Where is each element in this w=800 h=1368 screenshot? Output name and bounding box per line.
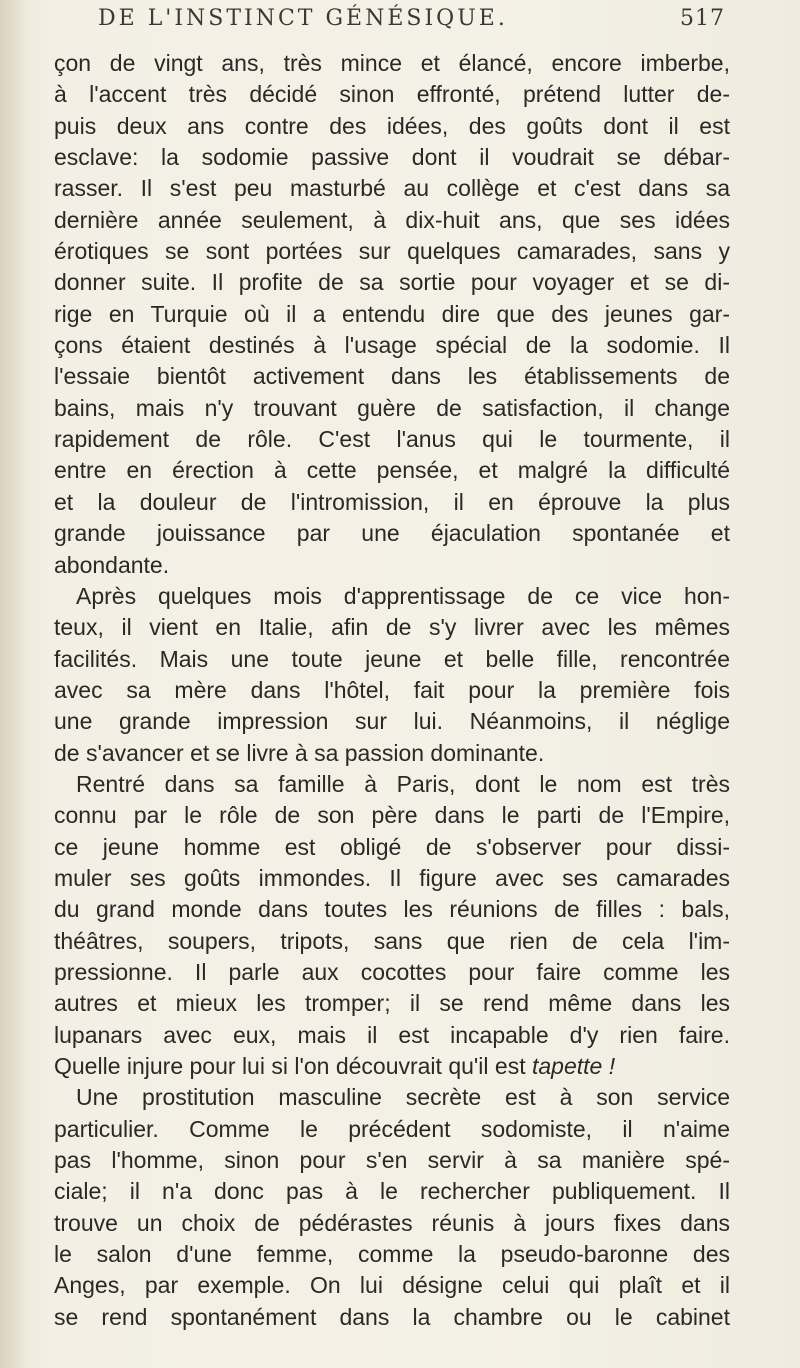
text-line: de s'avancer et se livre à sa passion dominante. (54, 739, 545, 766)
text-line: puis deux ans contre des idées, des goûts dont il est (54, 112, 730, 139)
text-line: esclave: la sodomie passive dont il voudrait se débar- (54, 144, 730, 171)
text-line-with-italic (54, 1051, 730, 1082)
text-line: pas l'homme, sinon pour s'en servir à sa manière spé- (54, 1147, 730, 1174)
running-head-title: DE L'INSTINCT GÉNÉSIQUE. (98, 6, 508, 31)
text-line: ciale; il n'a donc pas à le rechercher publiquement. Il (54, 1178, 730, 1205)
text-line: grande jouissance par une éjaculation spontanée et (54, 520, 730, 547)
text-line: trouve un choix de pédérastes réunis à jours fixes dans (54, 1209, 730, 1236)
text-line: lupanars avec eux, mais il est incapable d'y rien faire. (54, 1021, 730, 1048)
text-line: connu par le rôle de son père dans le parti de l'Empire, (54, 802, 730, 829)
text-line: Rentré dans sa famille à Paris, dont le nom est très (76, 770, 730, 797)
text-line: teux, il vient en Italie, afin de s'y livrer avec les mêmes (54, 614, 730, 641)
text-line: donner suite. Il profite de sa sortie pour voyager et se di- (54, 269, 730, 296)
text-line: ce jeune homme est obligé de s'observer pour dissi- (54, 833, 730, 860)
text-line: particulier. Comme le précédent sodomiste, il n'aime (54, 1115, 730, 1142)
text-line-roman: Quelle injure pour lui si l'on découvrait qu'il est (54, 1053, 526, 1079)
text-line: une grande impression sur lui. Néanmoins, il néglige (54, 708, 730, 735)
text-line: théâtres, soupers, tripots, sans que rien de cela l'im- (54, 927, 730, 954)
running-head (60, 2, 725, 42)
text-line: entre en érection à cette pensée, et malgré la difficulté (54, 457, 730, 484)
text-line: se rend spontanément dans la chambre ou le cabinet (54, 1303, 730, 1330)
page-number: 517 (680, 6, 725, 31)
body-text (54, 48, 730, 1333)
text-line: pressionne. Il parle aux cocottes pour faire comme les (54, 958, 730, 985)
text-line: rapidement de rôle. C'est l'anus qui le tourmente, il (54, 426, 730, 453)
text-line: avec sa mère dans l'hôtel, fait pour la première fois (54, 676, 730, 703)
text-line: autres et mieux les tromper; il se rend même dans les (54, 990, 730, 1017)
text-line: muler ses goûts immondes. Il figure avec ses camarades (54, 864, 730, 891)
text-line: çons étaient destinés à l'usage spécial de la sodomie. Il (54, 332, 730, 359)
text-line: du grand monde dans toutes les réunions de filles : bals, (54, 896, 730, 923)
text-line: bains, mais n'y trouvant guère de satisfaction, il change (54, 394, 730, 421)
text-line: Après quelques mois d'apprentissage de ce vice hon- (76, 582, 730, 609)
text-line: facilités. Mais une toute jeune et belle fille, rencontrée (54, 645, 730, 672)
italic-word: tapette ! (531, 1053, 616, 1079)
text-line: rasser. Il s'est peu masturbé au collège et c'est dans sa (54, 175, 730, 202)
text-line: et la douleur de l'intromission, il en éprouve la plus (54, 488, 730, 515)
text-line: à l'accent très décidé sinon effronté, prétend lutter de- (54, 81, 730, 108)
text-line: rige en Turquie où il a entendu dire que des jeunes gar- (54, 300, 730, 327)
text-line: dernière année seulement, à dix-huit ans, que ses idées (54, 206, 730, 233)
text-line: Une prostitution masculine secrète est à son service (76, 1084, 730, 1111)
text-line: Anges, par exemple. On lui désigne celui qui plaît et il (54, 1272, 730, 1299)
text-line: çon de vingt ans, très mince et élancé, encore imberbe, (54, 50, 730, 76)
page-gutter-shadow (0, 0, 26, 1368)
text-line: érotiques se sont portées sur quelques camarades, sans y (54, 238, 730, 265)
text-line: le salon d'une femme, comme la pseudo-baronne des (54, 1241, 730, 1268)
text-line: abondante. (54, 551, 170, 578)
text-line: l'essaie bientôt activement dans les établissements de (54, 363, 730, 390)
